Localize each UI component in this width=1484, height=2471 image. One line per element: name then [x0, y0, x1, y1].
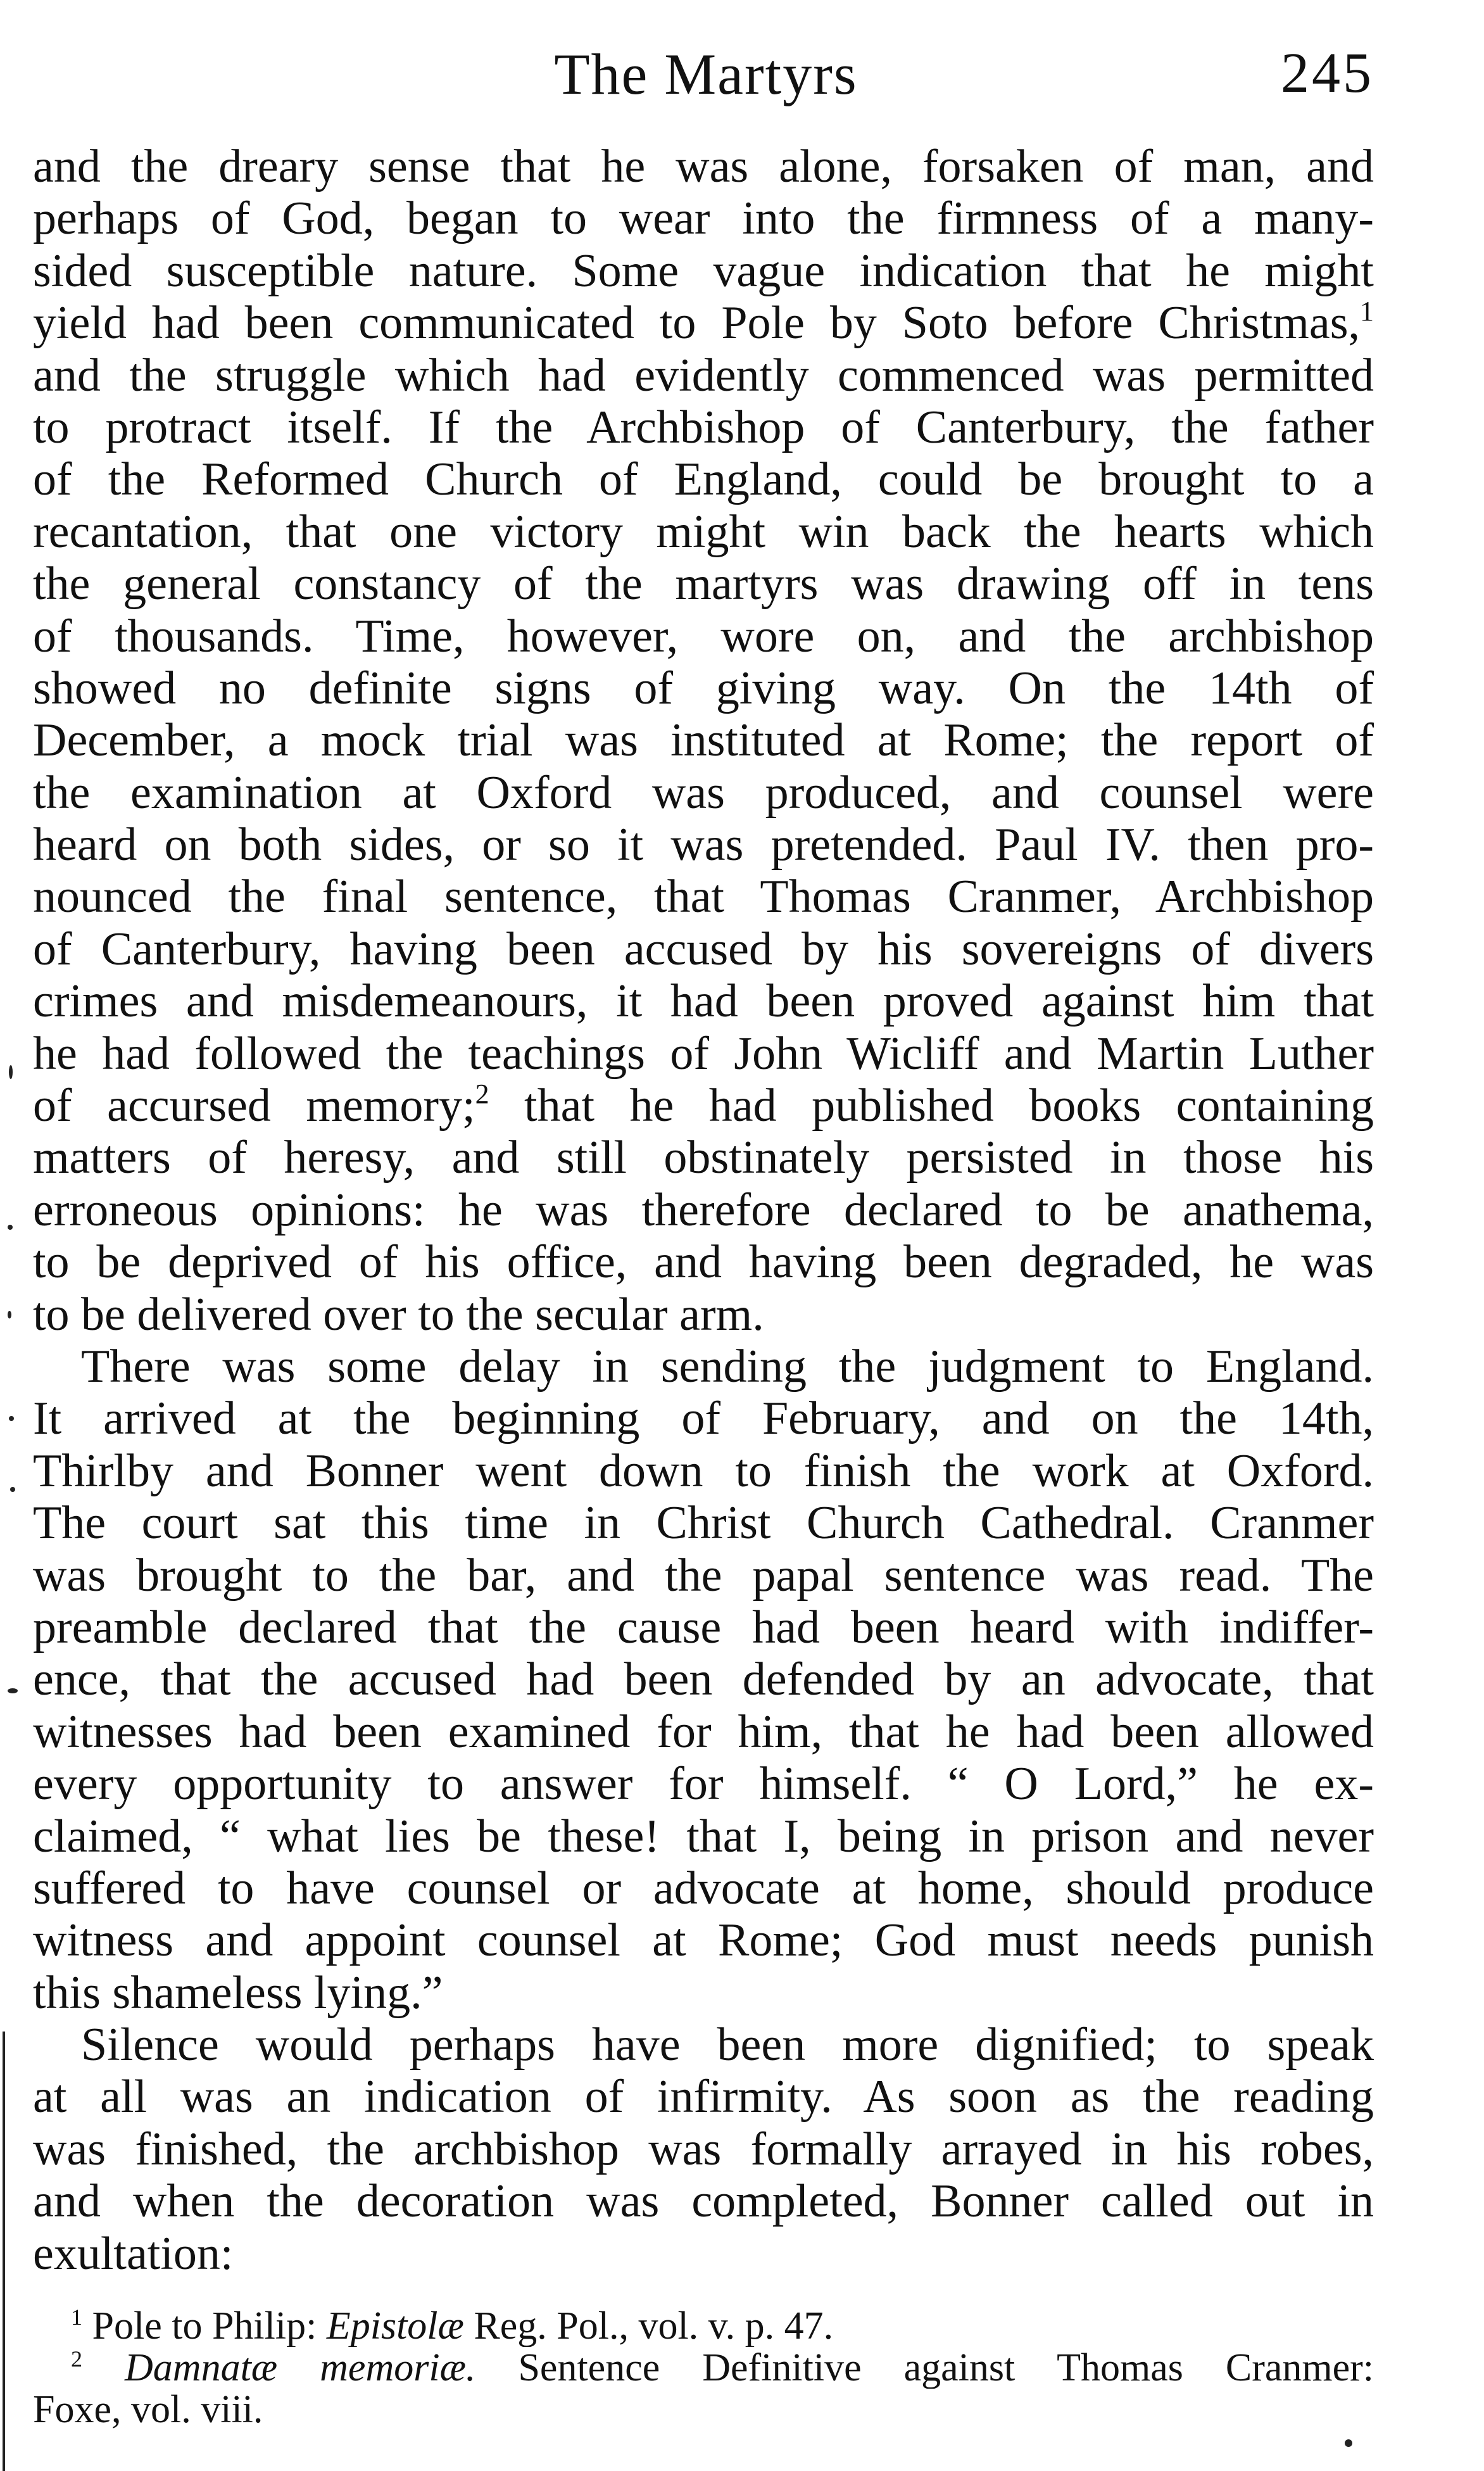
- footnote-2: [33, 2347, 1374, 2389]
- footnote-text: Reg. Pol., vol. v. p. 47.: [463, 2305, 834, 2347]
- running-title: The Martyrs: [554, 42, 858, 106]
- text-line: sided susceptible nature. Some vague indication that he might: [33, 244, 1374, 297]
- text-line: ence, that the accused had been defended by an advocate, that: [33, 1653, 1374, 1706]
- footnote-ref-1: 1: [1360, 297, 1374, 327]
- text-line: showed no definite signs of giving way. On the 14th of: [33, 662, 1374, 714]
- running-header: [38, 41, 1374, 123]
- text-segment: yield had been communicated to Pole by Soto before Christmas,: [33, 297, 1360, 350]
- text-line: Thirlby and Bonner went down to finish the work at Oxford.: [33, 1444, 1374, 1497]
- text-line: he had followed the teachings of John Wicliff and Martin Luther: [33, 1027, 1374, 1080]
- text-line: and when the decoration was completed, Bonner called out in: [33, 2175, 1374, 2228]
- text-line: every opportunity to answer for himself. “ O Lord,” he ex-: [33, 1758, 1374, 1811]
- text-line: matters of heresy, and still obstinately persisted in those his: [33, 1132, 1374, 1184]
- scan-speck: [9, 1065, 13, 1079]
- scan-speck: [8, 1311, 11, 1318]
- text-line: the examination at Oxford was produced, and counsel were: [33, 766, 1374, 819]
- text-segment: that he had published books containing: [489, 1080, 1374, 1132]
- footnote-ref-2: 2: [475, 1080, 489, 1110]
- scan-speck: [8, 1225, 13, 1230]
- text-line: claimed, “ what lies be these! that I, being in prison and never: [33, 1810, 1374, 1862]
- text-line: of Canterbury, having been accused by his sovereigns of divers: [33, 923, 1374, 975]
- scan-edge-line: [3, 2032, 5, 2471]
- text-line: crimes and misdemeanours, it had been proved against him that: [33, 975, 1374, 1028]
- text-line: was finished, the archbishop was formally arrayed in his robes,: [33, 2123, 1374, 2175]
- text-line: preamble declared that the cause had been heard with indiffer-: [33, 1601, 1374, 1653]
- footnote-text: Pole to Philip:: [92, 2305, 327, 2347]
- scan-speck: [1345, 2439, 1352, 2447]
- scan-speck: [8, 1688, 18, 1693]
- footnote-1: [33, 2305, 1374, 2347]
- page-number: 245: [1281, 42, 1374, 104]
- text-line: The court sat this time in Christ Church Cathedral. Cranmer: [33, 1497, 1374, 1550]
- footnote-mark: 1: [71, 2305, 82, 2330]
- text-line: this shameless lying.”: [33, 1966, 443, 2019]
- text-line: witnesses had been examined for him, that he had been allowed: [33, 1705, 1374, 1758]
- text-line: witness and appoint counsel at Rome; God must needs punish: [33, 1914, 1374, 1967]
- text-line: to be deprived of his office, and having been degraded, he was: [33, 1236, 1374, 1289]
- text-line: of thousands. Time, however, wore on, and the archbishop: [33, 610, 1374, 662]
- text-line: of the Reformed Church of England, could be brought to a: [33, 453, 1374, 506]
- text-line: was brought to the bar, and the papal sentence was read. The: [33, 1549, 1374, 1602]
- text-line: and the dreary sense that he was alone, forsaken of man, and: [33, 141, 1374, 193]
- text-line: It arrived at the beginning of February, and on the 14th,: [33, 1393, 1374, 1445]
- text-line: suffered to have counsel or advocate at home, should produce: [33, 1862, 1374, 1914]
- text-line: erroneous opinions: he was therefore declared to be anathema,: [33, 1184, 1374, 1236]
- text-line: to be delivered over to the secular arm.: [33, 1288, 764, 1341]
- text-line: recantation, that one victory might win back the hearts which: [33, 505, 1374, 558]
- text-line: at all was an indication of infirmity. As soon as the reading: [33, 2071, 1374, 2123]
- scan-speck: [9, 1416, 14, 1421]
- text-line: December, a mock trial was instituted at Rome; the report of: [33, 714, 1374, 767]
- footnote-text: Sentence Definitive against Thomas Cranmer:: [475, 2347, 1374, 2389]
- footnote-italic: Epistolæ: [326, 2305, 464, 2347]
- footnote-2-continued: Foxe, vol. viii.: [33, 2389, 263, 2430]
- text-line: perhaps of God, began to wear into the firmness of a many-: [33, 193, 1374, 245]
- text-line: heard on both sides, or so it was pretended. Paul IV. then pro-: [33, 819, 1374, 871]
- footnote-italic: Damnatæ memoriæ.: [125, 2347, 476, 2389]
- text-line: [33, 297, 1374, 349]
- text-line: exultation:: [33, 2227, 234, 2280]
- text-line: [33, 1080, 1374, 1132]
- paragraph-start: Silence would perhaps have been more dignified; to speak: [81, 2019, 1374, 2071]
- scan-speck: [10, 1487, 15, 1492]
- text-segment: of accursed memory;: [33, 1080, 475, 1132]
- text-line: the general constancy of the martyrs was drawing off in tens: [33, 558, 1374, 610]
- paragraph-start: There was some delay in sending the judgment to England.: [81, 1340, 1374, 1393]
- footnote-mark: 2: [71, 2347, 82, 2372]
- text-line: nounced the final sentence, that Thomas Cranmer, Archbishop: [33, 871, 1374, 923]
- text-line: and the struggle which had evidently commenced was permitted: [33, 349, 1374, 401]
- text-line: to protract itself. If the Archbishop of Canterbury, the father: [33, 401, 1374, 453]
- body-text: [33, 141, 1374, 2280]
- footnotes: [33, 2305, 1374, 2430]
